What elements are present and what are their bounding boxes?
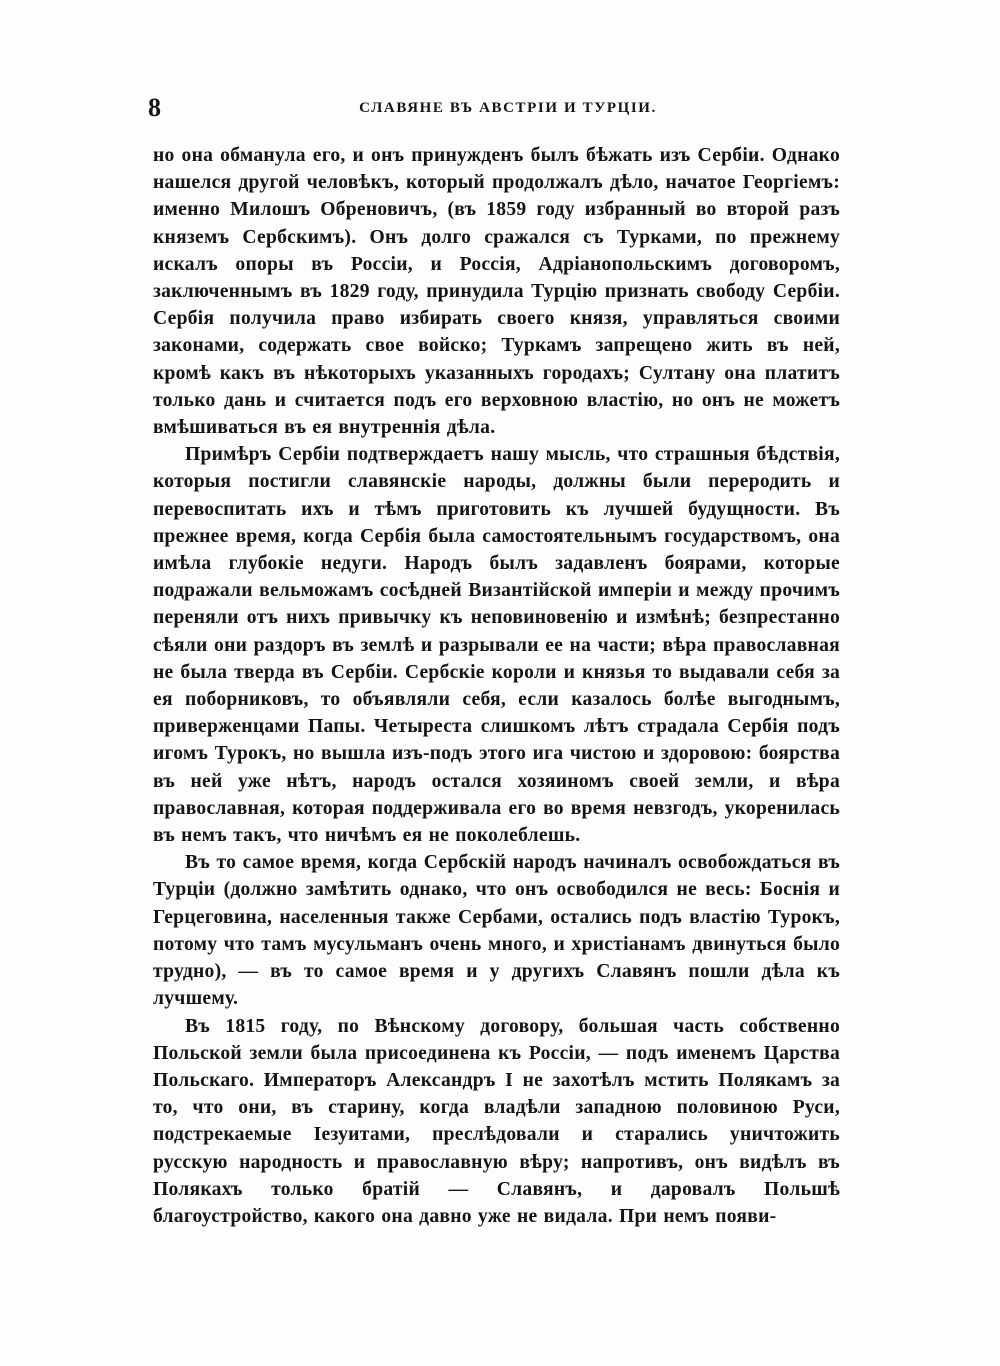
- body-text: [153, 142, 840, 1230]
- paragraph-1: но она обманула его, и онъ принужденъ былъ бѣжать изъ Сербіи. Однако нашелся другой человѣкъ, который продолжалъ дѣло, начатое Георгіемъ: именно Милошъ Обреновичъ, (въ 1859 году избранный во второй разъ княземъ Сербскимъ). Онъ долго сражался съ Турками, по прежнему искалъ опоры въ Россіи, и Россія, Адріанопольскимъ договоромъ, заключеннымъ въ 1829 году, принудила Турцію признать свободу Сербіи. Сербія получила право избирать своего князя, управляться своими законами, содержать свое войско; Туркамъ запрещено жить въ ней, кромѣ какъ въ нѣкоторыхъ указанныхъ городахъ; Султану она платитъ только дань и считается подъ его верховною властію, но онъ не можетъ вмѣшиваться въ ея внутреннія дѣла.: [153, 145, 840, 439]
- running-title: СЛАВЯНЕ ВЪ АВСТРІИ И ТУРЦІИ.: [359, 100, 657, 116]
- page-number: 8: [148, 93, 161, 122]
- running-header: [148, 93, 840, 123]
- paragraph-4: Въ 1815 году, по Вѣнскому договору, большая часть собственно Польской земли была присоединена къ Россіи, — подъ именемъ Царства Польскаго. Императоръ Александръ I не захотѣлъ мстить Полякамъ за то, что они, въ старину, когда владѣли западною половиною Руси, подстрекаемые Іезуитами, преслѣдовали и старались уничтожить русскую народность и православную вѣру; напротивъ, онъ видѣлъ въ Полякахъ только братій — Славянъ, и даровалъ Польшѣ благоустройство, какого она давно уже не видала. При немъ появи-: [153, 1015, 840, 1227]
- paragraph-3: Въ то самое время, когда Сербскій народъ начиналъ освобождаться въ Турціи (должно замѣтить однако, что онъ освободился не весь: Боснія и Герцеговина, населенныя также Сербами, остались подъ властію Турокъ, потому что тамъ мусульманъ очень много, и христіанамъ двинуться было трудно), — въ то самое время и у другихъ Славянъ пошли дѣла къ лучшему.: [153, 852, 840, 1010]
- paragraph-2: Примѣръ Сербіи подтверждаетъ нашу мысль, что страшныя бѣдствія, которыя постигли славянскіе народы, должны были переродить и перевоспитать ихъ и тѣмъ приготовить къ лучшей будущности. Въ прежнее время, когда Сербія была самостоятельнымъ государствомъ, она имѣла глубокіе недуги. Народъ былъ задавленъ боярами, которые подражали вельможамъ сосѣдней Византійской имперіи и между прочимъ переняли отъ нихъ привычку къ неповиновенію и измѣнѣ; безпрестанно сѣяли они раздоръ въ землѣ и разрывали ее на части; вѣра православная не была тверда въ Сербіи. Сербскіе короли и князья то выдавали себя за ея поборниковъ, то объявляли себя, если казалось болѣе выгоднымъ, приверженцами Папы. Четыреста слишкомъ лѣтъ страдала Сербія подъ игомъ Турокъ, но вышла изъ-подъ этого ига чистою и здоровою: боярства въ ней уже нѣтъ, народъ остался хозяиномъ своей земли, и вѣра православная, которая поддерживала его во время невзгодъ, укоренилась въ немъ такъ, что ничѣмъ ея не поколеблешь.: [153, 444, 840, 847]
